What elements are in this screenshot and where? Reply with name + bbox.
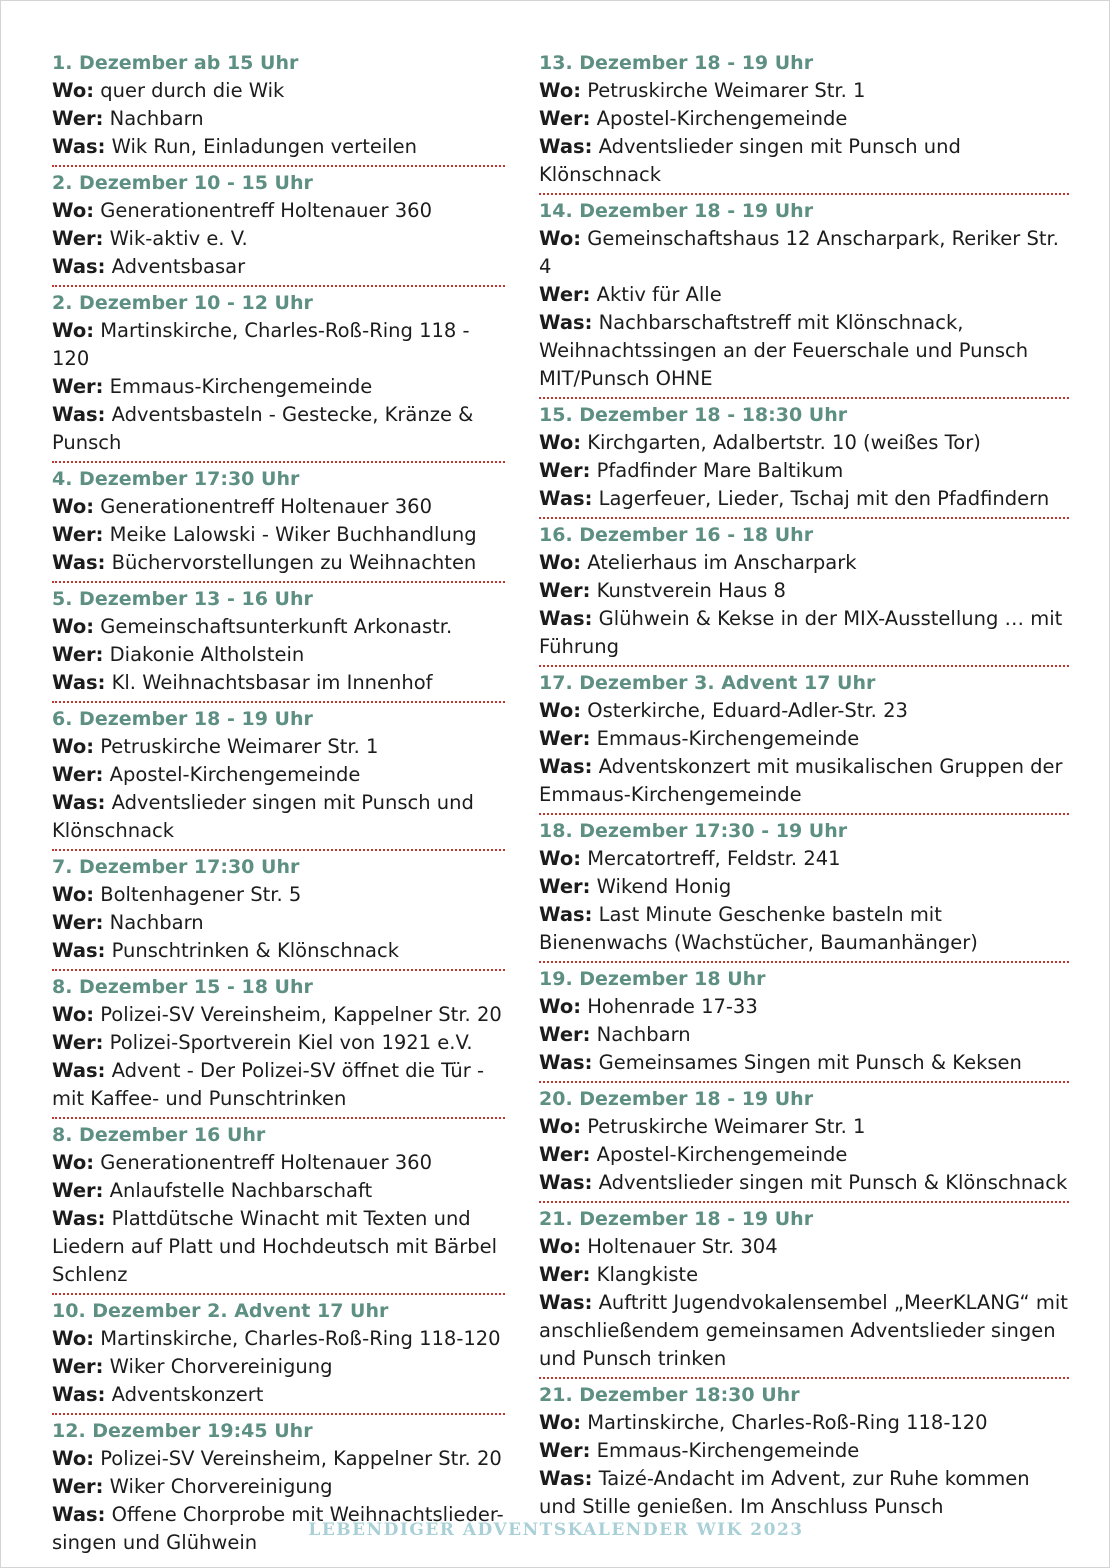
- event-wer-value: Polizei-Sportverein Kiel von 1921 e.V.: [109, 1031, 473, 1054]
- event-was-label: Was:: [539, 755, 593, 778]
- event-wo-value: Generationentreff Holtenauer 360: [100, 1151, 432, 1174]
- event-wo-value: quer durch die Wik: [100, 79, 285, 102]
- event-wo-value: Petruskirche Weimarer Str. 1: [587, 1115, 866, 1138]
- event-wo-value: Atelierhaus im Anscharpark: [587, 551, 857, 574]
- event-entry: [539, 818, 1069, 963]
- event-entry: [52, 1298, 505, 1415]
- event-was-value: Gemeinsames Singen mit Punsch & Keksen: [598, 1051, 1022, 1074]
- event-date: 13. Dezember 18 - 19 Uhr: [539, 52, 814, 74]
- event-was-label: Was:: [539, 1051, 593, 1074]
- event-entry: [52, 706, 505, 851]
- event-wo-label: Wo:: [539, 699, 582, 722]
- event-wer-label: Wer:: [52, 375, 104, 398]
- event-wer-value: Wik-aktiv e. V.: [109, 227, 248, 250]
- event-wer-value: Aktiv für Alle: [596, 283, 722, 306]
- event-was-label: Was:: [52, 671, 106, 694]
- event-was-line: [539, 753, 1069, 809]
- event-wo-label: Wo:: [52, 495, 95, 518]
- event-entry: [52, 586, 505, 703]
- event-wer-label: Wer:: [52, 1031, 104, 1054]
- event-was-value: Wik Run, Einladungen verteilen: [111, 135, 418, 158]
- event-was-value: Nachbarschaftstreff mit Klönschnack, Weihnachtssingen an der Feuerschale und Punsch MIT/Punsch OHNE: [539, 311, 1029, 390]
- event-was-line: [539, 133, 1069, 189]
- event-wer-line: [52, 373, 505, 401]
- event-wer-label: Wer:: [539, 1023, 591, 1046]
- event-was-label: Was:: [539, 1291, 593, 1314]
- event-was-label: Was:: [539, 1171, 593, 1194]
- event-was-line: [539, 485, 1069, 513]
- event-wer-line: [539, 1141, 1069, 1169]
- event-wer-value: Emmaus-Kirchengemeinde: [596, 727, 860, 750]
- event-was-line: [539, 1465, 1069, 1521]
- event-wo-line: [539, 845, 1069, 873]
- event-wer-line: [52, 1029, 505, 1057]
- event-wer-label: Wer:: [539, 727, 591, 750]
- event-wer-value: Emmaus-Kirchengemeinde: [596, 1439, 860, 1462]
- event-entry: [539, 1382, 1069, 1525]
- event-entry: [539, 522, 1069, 667]
- event-date: 2. Dezember 10 - 12 Uhr: [52, 292, 313, 314]
- event-was-line: [539, 1289, 1069, 1373]
- event-date: 12. Dezember 19:45 Uhr: [52, 1420, 313, 1442]
- event-wer-line: [52, 761, 505, 789]
- event-wer-label: Wer:: [52, 227, 104, 250]
- event-wer-label: Wer:: [539, 1263, 591, 1286]
- event-wo-value: Gemeinschaftshaus 12 Anscharpark, Reriker Str. 4: [539, 227, 1059, 278]
- event-wo-line: [52, 881, 505, 909]
- event-date: 10. Dezember 2. Advent 17 Uhr: [52, 1300, 389, 1322]
- event-wer-line: [52, 1353, 505, 1381]
- event-was-label: Was:: [539, 135, 593, 158]
- event-wer-value: Apostel-Kirchengemeinde: [596, 107, 848, 130]
- event-wer-line: [52, 1177, 505, 1205]
- event-date: 21. Dezember 18:30 Uhr: [539, 1384, 800, 1406]
- event-was-line: [52, 1381, 505, 1409]
- event-was-label: Was:: [52, 1503, 106, 1526]
- event-wo-label: Wo:: [539, 79, 582, 102]
- event-was-line: [539, 901, 1069, 957]
- event-entry: [52, 290, 505, 463]
- event-wer-value: Meike Lalowski - Wiker Buchhandlung: [109, 523, 477, 546]
- event-was-line: [52, 253, 505, 281]
- event-date: 14. Dezember 18 - 19 Uhr: [539, 200, 814, 222]
- event-wer-value: Kunstverein Haus 8: [596, 579, 786, 602]
- event-wo-label: Wo:: [539, 431, 582, 454]
- event-wo-label: Wo:: [52, 1151, 95, 1174]
- event-wo-label: Wo:: [539, 551, 582, 574]
- event-wer-label: Wer:: [52, 523, 104, 546]
- event-was-value: Adventskonzert: [111, 1383, 264, 1406]
- event-wer-line: [52, 909, 505, 937]
- event-wo-line: [52, 1445, 505, 1473]
- event-wer-label: Wer:: [539, 459, 591, 482]
- event-was-label: Was:: [539, 1467, 593, 1490]
- event-date: 15. Dezember 18 - 18:30 Uhr: [539, 404, 848, 426]
- event-was-label: Was:: [52, 403, 106, 426]
- event-was-line: [539, 605, 1069, 661]
- event-was-line: [52, 401, 505, 457]
- event-wer-value: Diakonie Altholstein: [109, 643, 305, 666]
- event-wo-value: Martinskirche, Charles-Roß-Ring 118-120: [100, 1327, 501, 1350]
- right-column: [539, 50, 1069, 1528]
- event-wer-label: Wer:: [52, 911, 104, 934]
- event-wer-line: [539, 1021, 1069, 1049]
- event-wo-label: Wo:: [539, 1235, 582, 1258]
- event-wo-value: Petruskirche Weimarer Str. 1: [587, 79, 866, 102]
- event-entry: [52, 1122, 505, 1295]
- event-was-value: Taizé-Andacht im Advent, zur Ruhe kommen und Stille genießen. Im Anschluss Punsch: [539, 1467, 1030, 1518]
- event-wer-value: Apostel-Kirchengemeinde: [109, 763, 361, 786]
- event-wo-line: [52, 1325, 505, 1353]
- event-wo-value: Martinskirche, Charles-Roß-Ring 118 - 120: [52, 319, 470, 370]
- event-was-value: Adventslieder singen mit Punsch & Klönschnack: [598, 1171, 1068, 1194]
- event-wo-line: [539, 77, 1069, 105]
- event-wer-label: Wer:: [539, 283, 591, 306]
- event-wer-value: Wiker Chorvereinigung: [109, 1355, 333, 1378]
- event-wo-label: Wo:: [52, 79, 95, 102]
- event-was-value: Adventsbasteln - Gestecke, Kränze & Punsch: [52, 403, 474, 454]
- event-wo-line: [539, 429, 1069, 457]
- event-was-label: Was:: [52, 551, 106, 574]
- event-entry: [539, 670, 1069, 815]
- event-wo-value: Generationentreff Holtenauer 360: [100, 199, 432, 222]
- event-wer-value: Wikend Honig: [596, 875, 732, 898]
- event-was-value: Büchervorstellungen zu Weihnachten: [111, 551, 477, 574]
- event-wo-label: Wo:: [52, 735, 95, 758]
- event-wo-label: Wo:: [52, 883, 95, 906]
- event-wer-label: Wer:: [539, 579, 591, 602]
- event-wo-label: Wo:: [52, 1003, 95, 1026]
- event-wo-label: Wo:: [539, 227, 582, 250]
- event-wo-line: [52, 197, 505, 225]
- event-date: 7. Dezember 17:30 Uhr: [52, 856, 300, 878]
- event-was-label: Was:: [539, 311, 593, 334]
- event-wo-value: Generationentreff Holtenauer 360: [100, 495, 432, 518]
- event-wer-value: Pfadfinder Mare Baltikum: [596, 459, 844, 482]
- event-wer-line: [539, 1261, 1069, 1289]
- event-was-label: Was:: [52, 1059, 106, 1082]
- event-was-label: Was:: [539, 487, 593, 510]
- event-was-line: [539, 1049, 1069, 1077]
- event-wo-line: [52, 613, 505, 641]
- event-entry: [52, 854, 505, 971]
- event-wer-line: [52, 1473, 505, 1501]
- event-was-line: [539, 309, 1069, 393]
- event-wo-value: Polizei-SV Vereinsheim, Kappelner Str. 20: [100, 1447, 502, 1470]
- event-wer-line: [52, 521, 505, 549]
- event-wo-line: [539, 697, 1069, 725]
- event-wo-line: [539, 1409, 1069, 1437]
- event-wer-line: [539, 457, 1069, 485]
- event-wo-value: Hohenrade 17-33: [587, 995, 758, 1018]
- event-wer-value: Nachbarn: [596, 1023, 691, 1046]
- event-was-label: Was:: [52, 939, 106, 962]
- event-wo-label: Wo:: [52, 199, 95, 222]
- event-wer-value: Klangkiste: [596, 1263, 699, 1286]
- event-was-label: Was:: [539, 607, 593, 630]
- event-was-label: Was:: [539, 903, 593, 926]
- event-was-value: Lagerfeuer, Lieder, Tschaj mit den Pfadfindern: [598, 487, 1050, 510]
- event-wo-line: [52, 1149, 505, 1177]
- event-entry: [539, 50, 1069, 195]
- event-wo-label: Wo:: [539, 1115, 582, 1138]
- event-was-line: [52, 1057, 505, 1113]
- event-entry: [539, 1206, 1069, 1379]
- event-wer-value: Nachbarn: [109, 911, 204, 934]
- event-was-value: Last Minute Geschenke basteln mit Bienenwachs (Wachstücher, Baumanhänger): [539, 903, 978, 954]
- event-was-line: [52, 133, 505, 161]
- event-entry: [52, 170, 505, 287]
- event-wo-value: Petruskirche Weimarer Str. 1: [100, 735, 379, 758]
- event-was-line: [539, 1169, 1069, 1197]
- event-was-label: Was:: [52, 791, 106, 814]
- event-was-line: [52, 1205, 505, 1289]
- event-wo-line: [52, 1001, 505, 1029]
- event-date: 20. Dezember 18 - 19 Uhr: [539, 1088, 814, 1110]
- event-wo-line: [539, 225, 1069, 281]
- footer-title: LEBENDIGER ADVENTSKALENDER WIK 2023: [308, 1520, 804, 1540]
- event-wer-line: [52, 641, 505, 669]
- event-was-label: Was:: [52, 1383, 106, 1406]
- event-wo-line: [52, 733, 505, 761]
- event-wer-value: Anlaufstelle Nachbarschaft: [109, 1179, 373, 1202]
- event-wo-label: Wo:: [52, 319, 95, 342]
- event-date: 17. Dezember 3. Advent 17 Uhr: [539, 672, 876, 694]
- event-wo-value: Kirchgarten, Adalbertstr. 10 (weißes Tor): [587, 431, 981, 454]
- event-date: 4. Dezember 17:30 Uhr: [52, 468, 300, 490]
- event-entry: [539, 198, 1069, 399]
- event-wo-value: Holtenauer Str. 304: [587, 1235, 778, 1258]
- event-wer-line: [539, 725, 1069, 753]
- event-was-line: [52, 549, 505, 577]
- event-was-value: Punschtrinken & Klönschnack: [111, 939, 400, 962]
- event-wo-value: Mercatortreff, Feldstr. 241: [587, 847, 841, 870]
- event-entry: [539, 1086, 1069, 1203]
- event-wer-label: Wer:: [539, 875, 591, 898]
- event-was-line: [52, 669, 505, 697]
- event-wo-value: Boltenhagener Str. 5: [100, 883, 302, 906]
- event-wer-label: Wer:: [52, 1355, 104, 1378]
- event-wer-label: Wer:: [539, 1439, 591, 1462]
- event-entry: [52, 50, 505, 167]
- event-wo-line: [539, 1233, 1069, 1261]
- event-wer-line: [539, 577, 1069, 605]
- event-was-value: Glühwein & Kekse in der MIX-Ausstellung … mit Führung: [539, 607, 1063, 658]
- event-was-line: [52, 937, 505, 965]
- event-was-value: Kl. Weihnachtsbasar im Innenhof: [111, 671, 433, 694]
- event-date: 21. Dezember 18 - 19 Uhr: [539, 1208, 814, 1230]
- event-wer-line: [539, 281, 1069, 309]
- event-wo-line: [52, 493, 505, 521]
- event-wer-label: Wer:: [52, 643, 104, 666]
- event-wer-line: [52, 225, 505, 253]
- event-wo-label: Wo:: [52, 615, 95, 638]
- event-date: 2. Dezember 10 - 15 Uhr: [52, 172, 313, 194]
- event-wer-value: Wiker Chorvereinigung: [109, 1475, 333, 1498]
- event-wer-label: Wer:: [52, 1179, 104, 1202]
- event-was-value: Auftritt Jugendvokalensembel „MeerKLANG“ mit anschließendem gemeinsamen Adventslieder singen und Punsch trinken: [539, 1291, 1068, 1370]
- event-wo-value: Gemeinschaftsunterkunft Arkonastr.: [100, 615, 453, 638]
- event-was-label: Was:: [52, 1207, 106, 1230]
- event-was-line: [52, 789, 505, 845]
- event-entry: [539, 402, 1069, 519]
- event-wer-label: Wer:: [52, 1475, 104, 1498]
- event-wer-value: Emmaus-Kirchengemeinde: [109, 375, 373, 398]
- event-was-value: Offene Chorprobe mit Weihnachtslieder-singen und Glühwein: [52, 1503, 504, 1554]
- event-date: 8. Dezember 15 - 18 Uhr: [52, 976, 313, 998]
- event-was-label: Was:: [52, 135, 106, 158]
- event-date: 8. Dezember 16 Uhr: [52, 1124, 266, 1146]
- event-wer-line: [539, 1437, 1069, 1465]
- event-was-label: Was:: [52, 255, 106, 278]
- event-date: 18. Dezember 17:30 - 19 Uhr: [539, 820, 848, 842]
- event-wer-line: [539, 105, 1069, 133]
- event-wo-label: Wo:: [539, 995, 582, 1018]
- event-wo-label: Wo:: [52, 1447, 95, 1470]
- event-wer-label: Wer:: [539, 107, 591, 130]
- event-wo-line: [52, 77, 505, 105]
- event-wer-label: Wer:: [539, 1143, 591, 1166]
- event-wo-line: [539, 993, 1069, 1021]
- event-was-value: Advent - Der Polizei-SV öffnet die Tür - mit Kaffee- und Punschtrinken: [52, 1059, 485, 1110]
- event-wo-line: [539, 1113, 1069, 1141]
- event-wer-line: [52, 105, 505, 133]
- event-date: 5. Dezember 13 - 16 Uhr: [52, 588, 313, 610]
- event-entry: [52, 974, 505, 1119]
- event-wo-label: Wo:: [539, 847, 582, 870]
- event-was-value: Adventskonzert mit musikalischen Gruppen der Emmaus-Kirchengemeinde: [539, 755, 1063, 806]
- event-date: 19. Dezember 18 Uhr: [539, 968, 766, 990]
- event-was-value: Adventsbasar: [111, 255, 246, 278]
- event-was-value: Plattdütsche Winacht mit Texten und Liedern auf Platt und Hochdeutsch mit Bärbel Schlenz: [52, 1207, 498, 1286]
- event-wer-value: Apostel-Kirchengemeinde: [596, 1143, 848, 1166]
- event-wo-value: Polizei-SV Vereinsheim, Kappelner Str. 20: [100, 1003, 502, 1026]
- event-entry: [52, 466, 505, 583]
- event-wo-line: [539, 549, 1069, 577]
- event-date: 1. Dezember ab 15 Uhr: [52, 52, 299, 74]
- event-was-value: Adventslieder singen mit Punsch und Klönschnack: [52, 791, 474, 842]
- event-wo-label: Wo:: [539, 1411, 582, 1434]
- event-wo-line: [52, 317, 505, 373]
- event-wer-value: Nachbarn: [109, 107, 204, 130]
- event-wo-value: Osterkirche, Eduard-Adler-Str. 23: [587, 699, 908, 722]
- event-was-value: Adventslieder singen mit Punsch und Klönschnack: [539, 135, 961, 186]
- event-wo-value: Martinskirche, Charles-Roß-Ring 118-120: [587, 1411, 988, 1434]
- event-date: 16. Dezember 16 - 18 Uhr: [539, 524, 814, 546]
- event-wer-label: Wer:: [52, 107, 104, 130]
- event-wer-label: Wer:: [52, 763, 104, 786]
- left-column: [52, 50, 505, 1564]
- event-date: 6. Dezember 18 - 19 Uhr: [52, 708, 313, 730]
- event-wer-line: [539, 873, 1069, 901]
- event-entry: [539, 966, 1069, 1083]
- event-wo-label: Wo:: [52, 1327, 95, 1350]
